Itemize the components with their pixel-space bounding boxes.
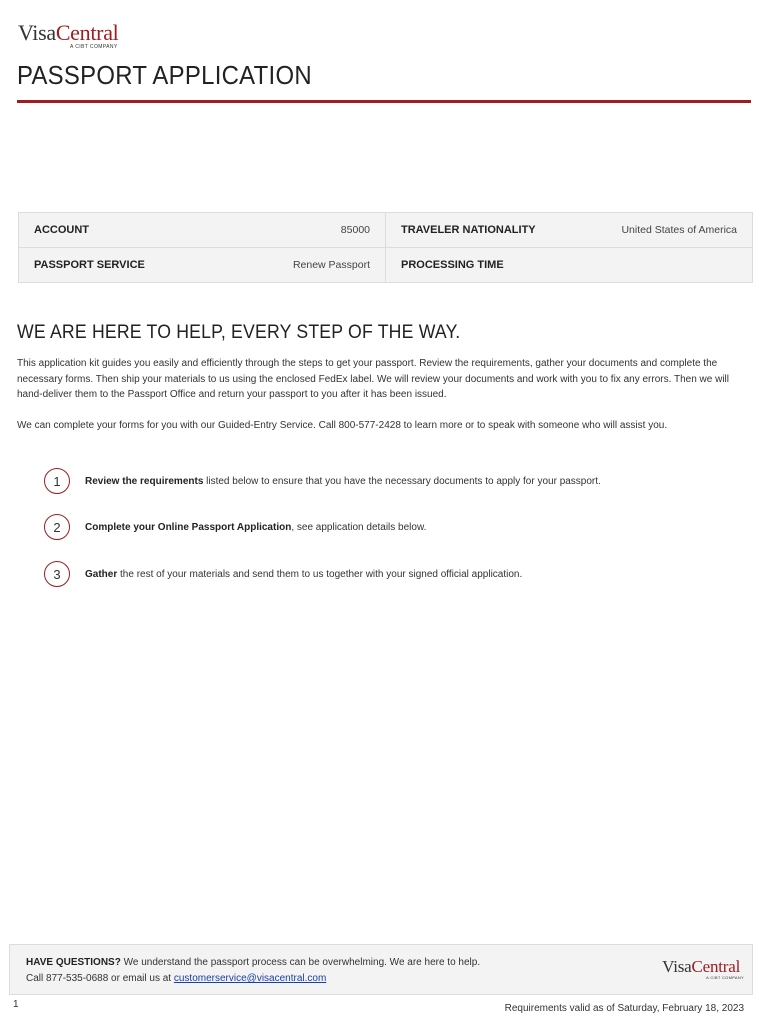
questions-panel [9,944,753,995]
processing-label: PROCESSING TIME [401,259,504,271]
service-label: PASSPORT SERVICE [34,259,145,271]
step-number-badge: 2 [44,514,70,540]
step-text [85,476,601,487]
nationality-cell [385,213,752,247]
questions-heading: HAVE QUESTIONS? [26,957,121,968]
logo-visa-text: Visa [18,20,56,45]
footer-logo-tagline: A CIBT COMPANY [706,975,744,980]
step-bold-text: Complete your Online Passport Application [85,521,292,533]
step-bold-text: Review the requirements [85,475,204,487]
footer-logo [662,958,744,980]
questions-body: We understand the passport process can be overwhelming. We are here to help. [120,957,481,968]
visacentral-logo [18,22,128,50]
step-1 [44,468,601,494]
header-divider [17,100,751,103]
questions-text [26,955,480,987]
logo-tagline: A CIBT COMPANY [70,44,118,50]
contact-text: Call 877-535-0688 or email us at [26,973,174,984]
nationality-value: United States of America [621,224,737,236]
application-info-table [18,212,753,283]
account-cell [19,213,385,247]
page-title: PASSPORT APPLICATION [17,60,312,90]
email-link[interactable]: customerservice@visacentral.com [173,973,327,984]
processing-cell [385,248,752,282]
footer-logo-visa: Visa [662,957,692,976]
footer-logo-central: Central [691,957,741,976]
step-bold-text: Gather [85,568,118,580]
intro-paragraph: This application kit guides you easily and efficiently through the steps to get your passport. Review the requirements, gather your documents and complete the necessary forms. Then ship your materials to us using the enclosed FedEx label. We will review your documents and work with you to fix any errors. Then we will hand-deliver them to the Passport Office and return your passport to you after it has been issued. [17,358,729,400]
step-rest-text: , see application details below. [291,521,427,533]
service-cell [19,248,385,282]
guided-entry-paragraph: We can complete your forms for you with our Guided-Entry Service. Call 800-577-2428 to learn more or to speak with someone who will assist you. [17,420,668,431]
step-number-badge: 1 [44,468,70,494]
page-number: 1 [13,999,19,1010]
step-2 [44,514,426,540]
account-value: 85000 [340,224,370,236]
requirements-valid-date: Requirements valid as of Saturday, February 18, 2023 [504,1003,744,1014]
step-3 [44,561,522,587]
step-text [85,522,426,533]
service-value: Renew Passport [292,259,370,271]
info-row [19,213,752,247]
step-number-badge: 3 [44,561,70,587]
info-row [19,247,752,282]
help-heading: WE ARE HERE TO HELP, EVERY STEP OF THE WAY. [17,322,461,343]
nationality-label: TRAVELER NATIONALITY [401,224,536,236]
account-label: ACCOUNT [34,224,89,236]
step-rest-text: the rest of your materials and send them to us together with your signed official application. [117,568,523,580]
step-text [85,569,522,580]
step-rest-text: listed below to ensure that you have the necessary documents to apply for your passport. [203,475,601,487]
logo-central-text: Central [55,20,119,45]
